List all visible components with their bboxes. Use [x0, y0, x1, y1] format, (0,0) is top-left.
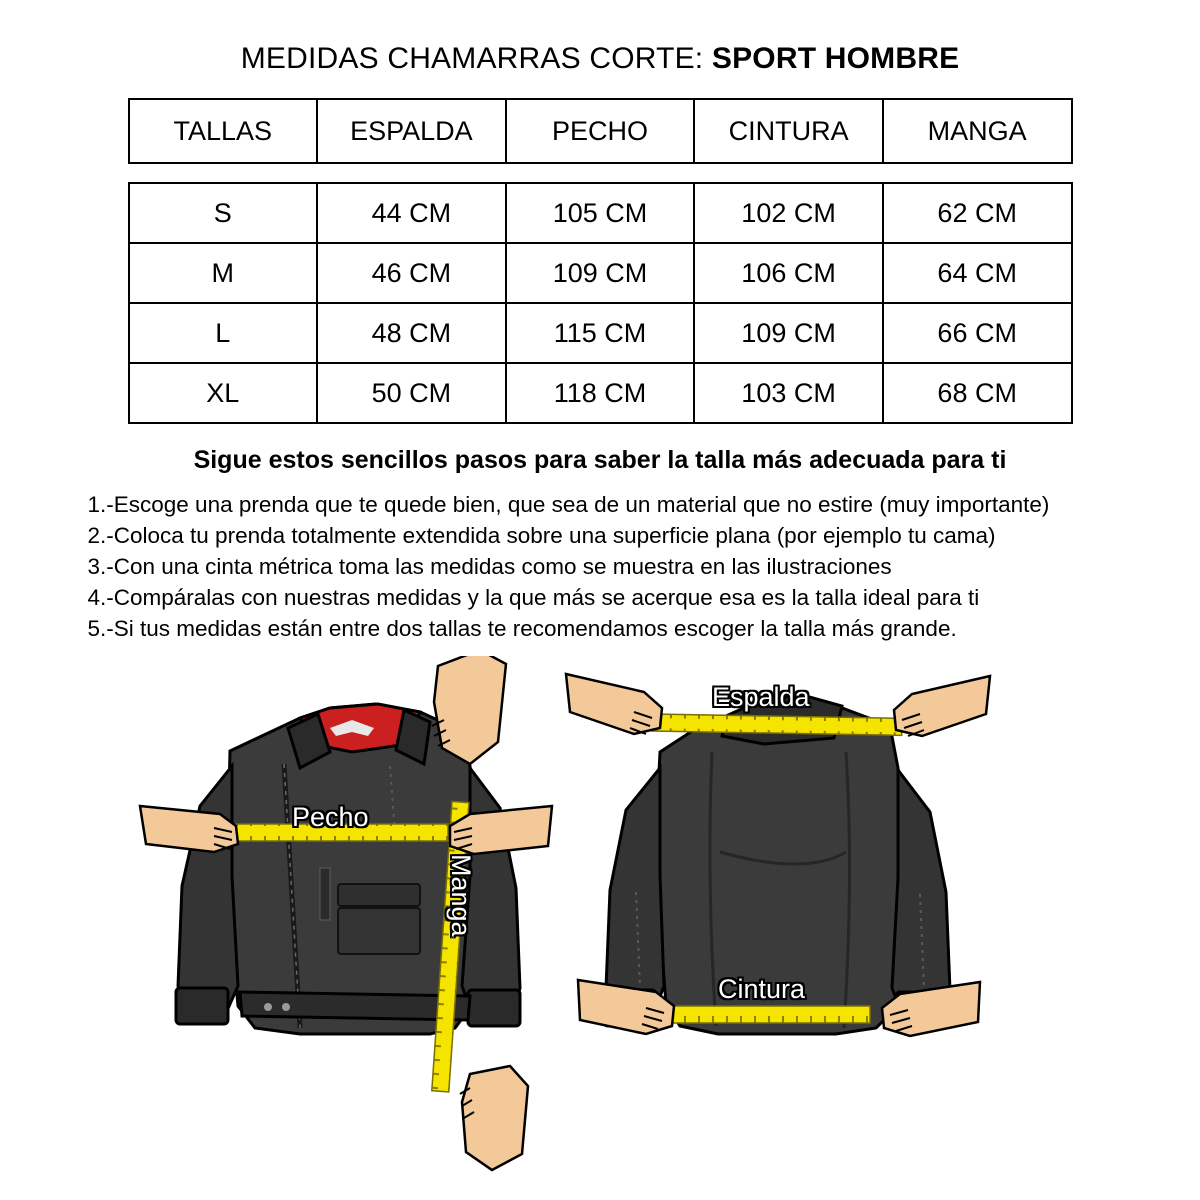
cell-pecho: 115 CM — [506, 303, 695, 363]
cell-espalda: 44 CM — [317, 183, 506, 243]
table-head — [129, 99, 1072, 163]
list-item: 3.-Con una cinta métrica toma las medidas como se muestra en las ilustraciones — [87, 554, 892, 579]
list-item: 4.-Compáralas con nuestras medidas y la que más se acerque esa es la talla ideal para ti — [87, 585, 980, 610]
page-title-emphasis: SPORT HOMBRE — [711, 42, 960, 75]
instructions-heading: Sigue estos sencillos pasos para saber la talla más adecuada para ti — [193, 446, 1007, 474]
cell-cintura: 109 CM — [694, 303, 883, 363]
table-row — [129, 243, 1072, 303]
list-item: 1.-Escoge una prenda que te quede bien, que sea de un material que no estire (muy importante) — [87, 492, 1050, 517]
cell-manga: 62 CM — [883, 183, 1072, 243]
front-chest-pocket-zip — [320, 868, 330, 920]
front-lower-pocket — [338, 908, 420, 954]
front-flap-pocket — [338, 884, 420, 906]
jacket-diagrams — [0, 656, 1200, 1176]
cell-espalda: 48 CM — [317, 303, 506, 363]
column-header-pecho: PECHO — [506, 99, 695, 163]
cell-espalda: 46 CM — [317, 243, 506, 303]
belt-stud-icon — [264, 1003, 272, 1011]
table-body — [129, 183, 1072, 423]
hand-bottom-sleeve-icon — [460, 1066, 528, 1170]
cell-size: M — [129, 243, 318, 303]
cell-pecho: 118 CM — [506, 363, 695, 423]
table-row — [129, 363, 1072, 423]
column-header-espalda: ESPALDA — [317, 99, 506, 163]
label-manga: Manga — [446, 854, 476, 937]
cell-size: XL — [129, 363, 318, 423]
table-separator — [128, 164, 1073, 182]
back-left-sleeve — [606, 768, 664, 1022]
front-jacket-illustration — [140, 656, 552, 1170]
back-jacket-illustration — [566, 674, 990, 1036]
label-espalda: Espalda — [712, 682, 810, 712]
cell-cintura: 102 CM — [694, 183, 883, 243]
cell-pecho: 109 CM — [506, 243, 695, 303]
list-item: 2.-Coloca tu prenda totalmente extendida sobre una superficie plana (por ejemplo tu cama) — [87, 523, 996, 548]
cell-size: L — [129, 303, 318, 363]
front-right-cuff — [468, 990, 520, 1026]
front-left-cuff — [176, 988, 228, 1024]
instructions-list — [48, 489, 1153, 644]
column-header-cintura: CINTURA — [694, 99, 883, 163]
front-right-sleeve — [462, 768, 520, 1024]
cell-cintura: 106 CM — [694, 243, 883, 303]
cell-espalda: 50 CM — [317, 363, 506, 423]
list-item: 5.-Si tus medidas están entre dos tallas te recomendamos escoger la talla más grande. — [87, 616, 957, 641]
back-right-sleeve — [892, 770, 950, 1024]
size-table — [128, 98, 1073, 164]
cell-manga: 66 CM — [883, 303, 1072, 363]
illustrations — [0, 656, 1200, 1176]
waist-measuring-tape — [672, 1006, 870, 1023]
cell-manga: 64 CM — [883, 243, 1072, 303]
table-row — [129, 183, 1072, 243]
cell-manga: 68 CM — [883, 363, 1072, 423]
hand-top-sleeve-icon — [432, 656, 506, 764]
back-measuring-tape — [652, 714, 902, 735]
table-row — [129, 303, 1072, 363]
front-waist-belt — [240, 992, 470, 1020]
cell-pecho: 105 CM — [506, 183, 695, 243]
column-header-manga: MANGA — [883, 99, 1072, 163]
front-left-sleeve — [178, 766, 238, 1022]
page-title — [0, 0, 1200, 76]
belt-stud-icon — [282, 1003, 290, 1011]
column-header-tallas: TALLAS — [129, 99, 318, 163]
page-title-prefix: MEDIDAS CHAMARRAS CORTE: — [240, 42, 712, 75]
hand-left-back-icon — [566, 674, 662, 734]
cell-cintura: 103 CM — [694, 363, 883, 423]
label-pecho: Pecho — [292, 802, 369, 832]
back-jacket-body — [656, 702, 908, 1034]
cell-size: S — [129, 183, 318, 243]
size-table-body — [128, 182, 1073, 424]
size-table-container — [128, 98, 1073, 424]
label-cintura: Cintura — [718, 974, 806, 1004]
hand-right-back-icon — [894, 676, 990, 736]
chest-measuring-tape — [236, 824, 448, 841]
table-header-row — [129, 99, 1072, 163]
